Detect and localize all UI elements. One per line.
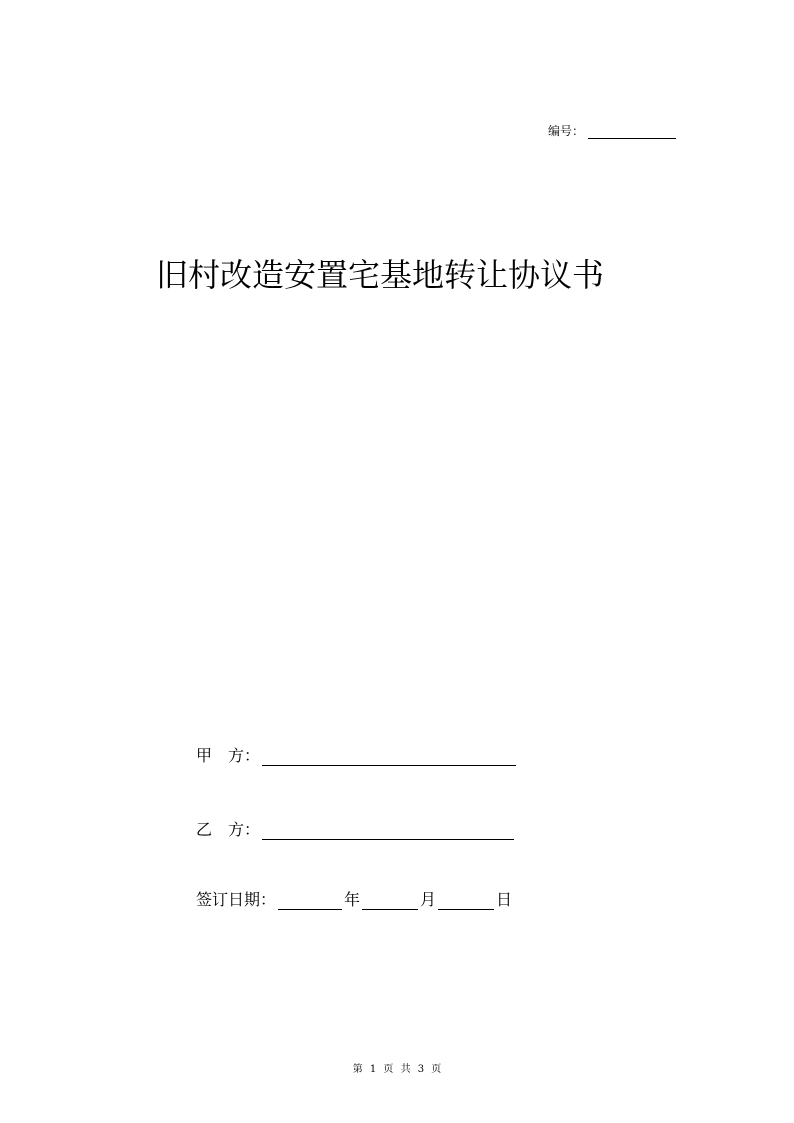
document-title: 旧村改造安置宅基地转让协议书 (156, 256, 605, 294)
year-blank[interactable] (278, 893, 342, 910)
party-a-label: 甲 方： (196, 746, 261, 765)
signing-date-field (196, 887, 512, 910)
party-b-blank[interactable] (262, 823, 514, 840)
month-blank[interactable] (362, 893, 418, 910)
serial-number (548, 122, 676, 139)
party-a-field (196, 743, 516, 766)
day-label: 日 (496, 890, 513, 909)
party-a-blank[interactable] (262, 749, 516, 766)
day-blank[interactable] (438, 893, 494, 910)
year-label: 年 (344, 890, 361, 909)
party-b-field (196, 817, 514, 840)
party-b-label: 乙 方： (196, 820, 261, 839)
serial-label: 编号： (548, 124, 585, 138)
page-footer: 第 1 页 共 3 页 (352, 1064, 442, 1075)
date-label: 签订日期： (196, 890, 277, 909)
month-label: 月 (420, 890, 437, 909)
serial-blank[interactable] (588, 126, 676, 139)
